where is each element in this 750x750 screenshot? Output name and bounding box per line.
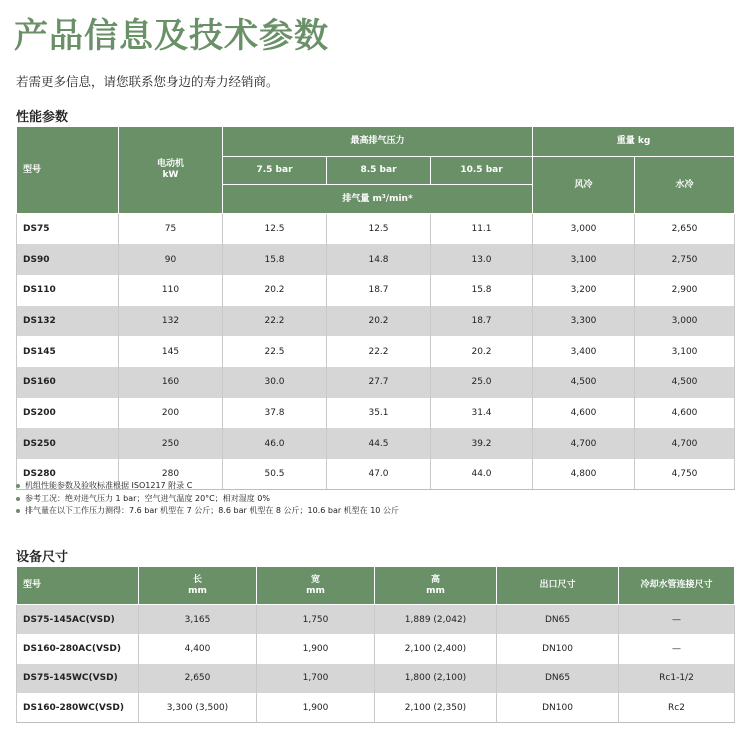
cell-kw: 280: [119, 459, 223, 490]
cell-weight-water: 2,650: [635, 214, 735, 245]
cell-outlet: DN65: [497, 605, 619, 635]
cell-kw: 250: [119, 428, 223, 459]
cell-capacity-10-5: 18.7: [431, 306, 533, 337]
cell-model: DS160-280WC(VSD): [17, 693, 139, 723]
cell-height: 1,889 (2,042): [375, 605, 497, 635]
cell-capacity-8-5: 44.5: [327, 428, 431, 459]
cell-model: DS90: [17, 244, 119, 275]
table-row: [17, 664, 735, 694]
cell-width: 1,900: [257, 634, 375, 664]
cell-model: DS75-145AC(VSD): [17, 605, 139, 635]
cell-length: 4,400: [139, 634, 257, 664]
cell-capacity-7-5: 15.8: [223, 244, 327, 275]
cell-kw: 145: [119, 336, 223, 367]
cell-capacity-8-5: 22.2: [327, 336, 431, 367]
header-outlet: 出口尺寸: [497, 567, 619, 605]
cell-model: DS75: [17, 214, 119, 245]
note-item: [16, 480, 399, 493]
cell-cooling-connection: —: [619, 634, 735, 664]
note-item: [16, 505, 399, 518]
cell-capacity-8-5: 12.5: [327, 214, 431, 245]
table-row: [17, 275, 735, 306]
header-model: 型号: [17, 127, 119, 214]
cell-model: DS280: [17, 459, 119, 490]
cell-weight-water: 4,750: [635, 459, 735, 490]
table-row: [17, 214, 735, 245]
cell-length: 2,650: [139, 664, 257, 694]
cell-kw: 90: [119, 244, 223, 275]
header-capacity: 排气量 m³/min*: [223, 185, 533, 214]
note-text: 排气量在以下工作压力测得：7.6 bar 机型在 7 公斤；8.6 bar 机型在 8 公斤；10.6 bar 机型在 10 公斤: [25, 506, 399, 515]
header-length: [139, 567, 257, 605]
table-row: [17, 634, 735, 664]
header-height-unit: mm: [426, 585, 445, 596]
cell-weight-air: 3,300: [533, 306, 635, 337]
dimensions-section-title: 设备尺寸: [16, 550, 69, 565]
cell-model: DS75-145WC(VSD): [17, 664, 139, 694]
page-title: 产品信息及技术参数: [14, 16, 329, 56]
cell-capacity-7-5: 37.8: [223, 398, 327, 429]
note-text: 机组性能参数及验收标准根据 ISO1217 附录 C: [25, 481, 193, 490]
cell-capacity-7-5: 22.2: [223, 306, 327, 337]
cell-model: DS160: [17, 367, 119, 398]
cell-cooling-connection: Rc2: [619, 693, 735, 723]
cell-capacity-8-5: 14.8: [327, 244, 431, 275]
bullet-icon: [16, 484, 20, 488]
cell-kw: 132: [119, 306, 223, 337]
cell-weight-air: 3,200: [533, 275, 635, 306]
cell-model: DS200: [17, 398, 119, 429]
cell-model: DS160-280AC(VSD): [17, 634, 139, 664]
cell-weight-water: 2,750: [635, 244, 735, 275]
cell-capacity-7-5: 20.2: [223, 275, 327, 306]
cell-length: 3,165: [139, 605, 257, 635]
header-width-unit: mm: [306, 585, 325, 596]
header-pressure-7-5: 7.5 bar: [223, 157, 327, 185]
header-weight: 重量 kg: [533, 127, 735, 157]
cell-capacity-10-5: 13.0: [431, 244, 533, 275]
header-pressure-10-5: 10.5 bar: [431, 157, 533, 185]
cell-capacity-10-5: 39.2: [431, 428, 533, 459]
cell-weight-air: 4,600: [533, 398, 635, 429]
cell-capacity-10-5: 20.2: [431, 336, 533, 367]
bullet-icon: [16, 509, 20, 513]
table-row: [17, 367, 735, 398]
performance-notes: [16, 480, 399, 518]
cell-capacity-7-5: 30.0: [223, 367, 327, 398]
cell-outlet: DN65: [497, 664, 619, 694]
table-row: [17, 693, 735, 723]
cell-cooling-connection: —: [619, 605, 735, 635]
cell-kw: 200: [119, 398, 223, 429]
cell-weight-air: 4,700: [533, 428, 635, 459]
cell-weight-water: 3,000: [635, 306, 735, 337]
cell-model: DS132: [17, 306, 119, 337]
cell-kw: 160: [119, 367, 223, 398]
cell-model: DS145: [17, 336, 119, 367]
bullet-icon: [16, 497, 20, 501]
cell-capacity-8-5: 47.0: [327, 459, 431, 490]
header-width: [257, 567, 375, 605]
cell-weight-water: 2,900: [635, 275, 735, 306]
cell-height: 2,100 (2,350): [375, 693, 497, 723]
cell-weight-air: 3,400: [533, 336, 635, 367]
cell-width: 1,750: [257, 605, 375, 635]
cell-height: 1,800 (2,100): [375, 664, 497, 694]
cell-capacity-10-5: 25.0: [431, 367, 533, 398]
header-air-cooled: 风冷: [533, 157, 635, 214]
header-width-label: 宽: [310, 574, 320, 585]
cell-capacity-7-5: 22.5: [223, 336, 327, 367]
cell-capacity-8-5: 27.7: [327, 367, 431, 398]
cell-width: 1,700: [257, 664, 375, 694]
header-length-unit: mm: [188, 585, 207, 596]
table-row: [17, 244, 735, 275]
cell-width: 1,900: [257, 693, 375, 723]
header-max-pressure: 最高排气压力: [223, 127, 533, 157]
cell-capacity-8-5: 35.1: [327, 398, 431, 429]
dimensions-table: [16, 566, 735, 723]
header-pressure-8-5: 8.5 bar: [327, 157, 431, 185]
cell-height: 2,100 (2,400): [375, 634, 497, 664]
table-row: [17, 336, 735, 367]
cell-kw: 110: [119, 275, 223, 306]
cell-outlet: DN100: [497, 693, 619, 723]
cell-weight-water: 3,100: [635, 336, 735, 367]
performance-table: [16, 126, 735, 490]
cell-weight-water: 4,700: [635, 428, 735, 459]
cell-capacity-8-5: 18.7: [327, 275, 431, 306]
header-height: [375, 567, 497, 605]
table-row: [17, 605, 735, 635]
cell-capacity-10-5: 44.0: [431, 459, 533, 490]
cell-weight-air: 4,500: [533, 367, 635, 398]
header-model: 型号: [17, 567, 139, 605]
table-row: [17, 398, 735, 429]
cell-capacity-10-5: 15.8: [431, 275, 533, 306]
cell-weight-air: 3,100: [533, 244, 635, 275]
note-text: 参考工况：绝对进气压力 1 bar；空气进气温度 20°C；相对湿度 0%: [25, 493, 270, 503]
cell-weight-air: 3,000: [533, 214, 635, 245]
cell-weight-water: 4,600: [635, 398, 735, 429]
header-water-cooled: 水冷: [635, 157, 735, 214]
table-row: [17, 428, 735, 459]
table-row: [17, 306, 735, 337]
cell-capacity-10-5: 11.1: [431, 214, 533, 245]
header-motor: [119, 127, 223, 214]
header-cooling-connection: 冷却水管连接尺寸: [619, 567, 735, 605]
cell-kw: 75: [119, 214, 223, 245]
cell-capacity-10-5: 31.4: [431, 398, 533, 429]
page-subtitle: 若需更多信息，请您联系您身边的寿力经销商。: [16, 74, 279, 89]
header-height-label: 高: [430, 574, 440, 585]
cell-weight-water: 4,500: [635, 367, 735, 398]
cell-cooling-connection: Rc1-1/2: [619, 664, 735, 694]
header-motor-label: 电动机: [156, 159, 184, 169]
header-length-label: 长: [192, 574, 202, 585]
performance-section-title: 性能参数: [16, 110, 69, 125]
cell-capacity-7-5: 12.5: [223, 214, 327, 245]
header-motor-unit: kW: [162, 170, 179, 180]
cell-model: DS110: [17, 275, 119, 306]
note-item: [16, 493, 399, 506]
cell-capacity-7-5: 46.0: [223, 428, 327, 459]
cell-length: 3,300 (3,500): [139, 693, 257, 723]
cell-outlet: DN100: [497, 634, 619, 664]
cell-model: DS250: [17, 428, 119, 459]
cell-weight-air: 4,800: [533, 459, 635, 490]
cell-capacity-7-5: 50.5: [223, 459, 327, 490]
cell-capacity-8-5: 20.2: [327, 306, 431, 337]
